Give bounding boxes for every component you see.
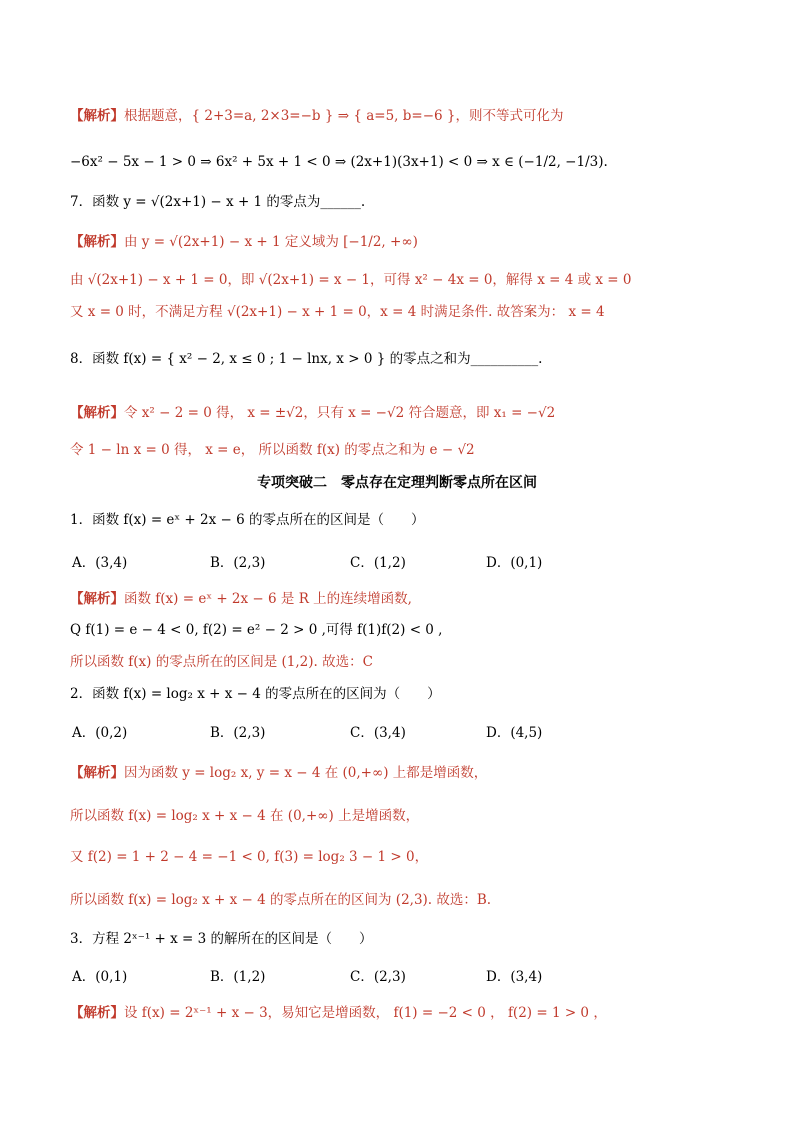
solution-8-line-1: 【解析】令 x² − 2 = 0 得， x = ±√2，只有 x = −√2 符合题意，即 x₁ = −√2 xyxy=(70,405,556,421)
solution-1-line-1: 【解析】函数 f(x) = eˣ + 2x − 6 是 R 上的连续增函数, xyxy=(70,591,412,607)
q3-option-d: D．(3,4) xyxy=(486,969,543,985)
solution-tag: 【解析】 xyxy=(70,108,124,124)
solution-2-line-1: 【解析】因为函数 y = log₂ x, y = x − 4 在 (0,+∞) 上都是增函数， xyxy=(70,765,488,781)
q1-option-a: A．(3,4) xyxy=(72,555,128,571)
q1-option-d: D．(0,1) xyxy=(486,555,543,571)
solution-1-line-3: 所以函数 f(x) 的零点所在的区间是 (1,2). 故选：C xyxy=(70,654,373,670)
question-7: 7．函数 y = √(2x+1) − x + 1 的零点为______. xyxy=(70,194,366,210)
solution-2-line-2: 所以函数 f(x) = log₂ x + x − 4 在 (0,+∞) 上是增函数， xyxy=(70,808,420,824)
q2-option-d: D．(4,5) xyxy=(486,725,543,741)
q3-option-a: A．(0,1) xyxy=(72,969,128,985)
question-2: 2．函数 f(x) = log₂ x + x − 4 的零点所在的区间为（ ） xyxy=(70,686,441,702)
solution-1-line-2: Q f(1) = e − 4 < 0, f(2) = e² − 2 > 0 ,可得 f(1)f(2) < 0 , xyxy=(70,622,443,638)
solution-8-line-2: 令 1 − ln x = 0 得， x = e， 所以函数 f(x) 的零点之和为 e − √2 xyxy=(70,442,475,458)
solution-7-line-2: 由 √(2x+1) − x + 1 = 0，即 √(2x+1) = x − 1，可得 x² − 4x = 0，解得 x = 4 或 x = 0 xyxy=(70,272,632,288)
question-3: 3．方程 2ˣ⁻¹ + x = 3 的解所在的区间是（ ） xyxy=(70,931,373,947)
solution-7-line-3: 又 x = 0 时，不满足方程 √(2x+1) − x + 1 = 0，x = 4 时满足条件. 故答案为： x = 4 xyxy=(70,304,605,320)
q3-option-c: C．(2,3) xyxy=(350,969,406,985)
question-8: 8．函数 f(x) = { x² − 2, x ≤ 0 ; 1 − lnx, x > 0 } 的零点之和为__________. xyxy=(70,351,543,367)
solution-2-line-4: 所以函数 f(x) = log₂ x + x − 4 的零点所在的区间为 (2,3). 故选：B. xyxy=(70,892,492,908)
section-title: 专项突破二 零点存在定理判断零点所在区间 xyxy=(257,475,537,491)
q1-option-b: B．(2,3) xyxy=(210,555,266,571)
solution-2-line-3: 又 f(2) = 1 + 2 − 4 = −1 < 0, f(3) = log₂ 3 − 1 > 0， xyxy=(70,849,429,865)
q1-option-c: C．(1,2) xyxy=(350,555,406,571)
q3-option-b: B．(1,2) xyxy=(210,969,266,985)
q2-option-c: C．(3,4) xyxy=(350,725,406,741)
solution-7-line-1: 【解析】由 y = √(2x+1) − x + 1 定义域为 [−1/2, +∞) xyxy=(70,234,418,250)
q2-option-b: B．(2,3) xyxy=(210,725,266,741)
q2-option-a: A．(0,2) xyxy=(72,725,128,741)
solution-6-line-1: 【解析】根据题意，{ 2+3=a, 2×3=−b } ⇒ { a=5, b=−6 }，则不等式可化为 xyxy=(70,108,564,124)
solution-6-line-2: −6x² − 5x − 1 > 0 ⇒ 6x² + 5x + 1 < 0 ⇒ (2x+1)(3x+1) < 0 ⇒ x ∈ (−1/2, −1/3). xyxy=(70,154,608,170)
question-1: 1．函数 f(x) = eˣ + 2x − 6 的零点所在的区间是（ ） xyxy=(70,512,425,528)
solution-3-line-1: 【解析】设 f(x) = 2ˣ⁻¹ + x − 3，易知它是增函数， f(1) = −2 < 0 ， f(2) = 1 > 0 ， xyxy=(70,1005,607,1021)
